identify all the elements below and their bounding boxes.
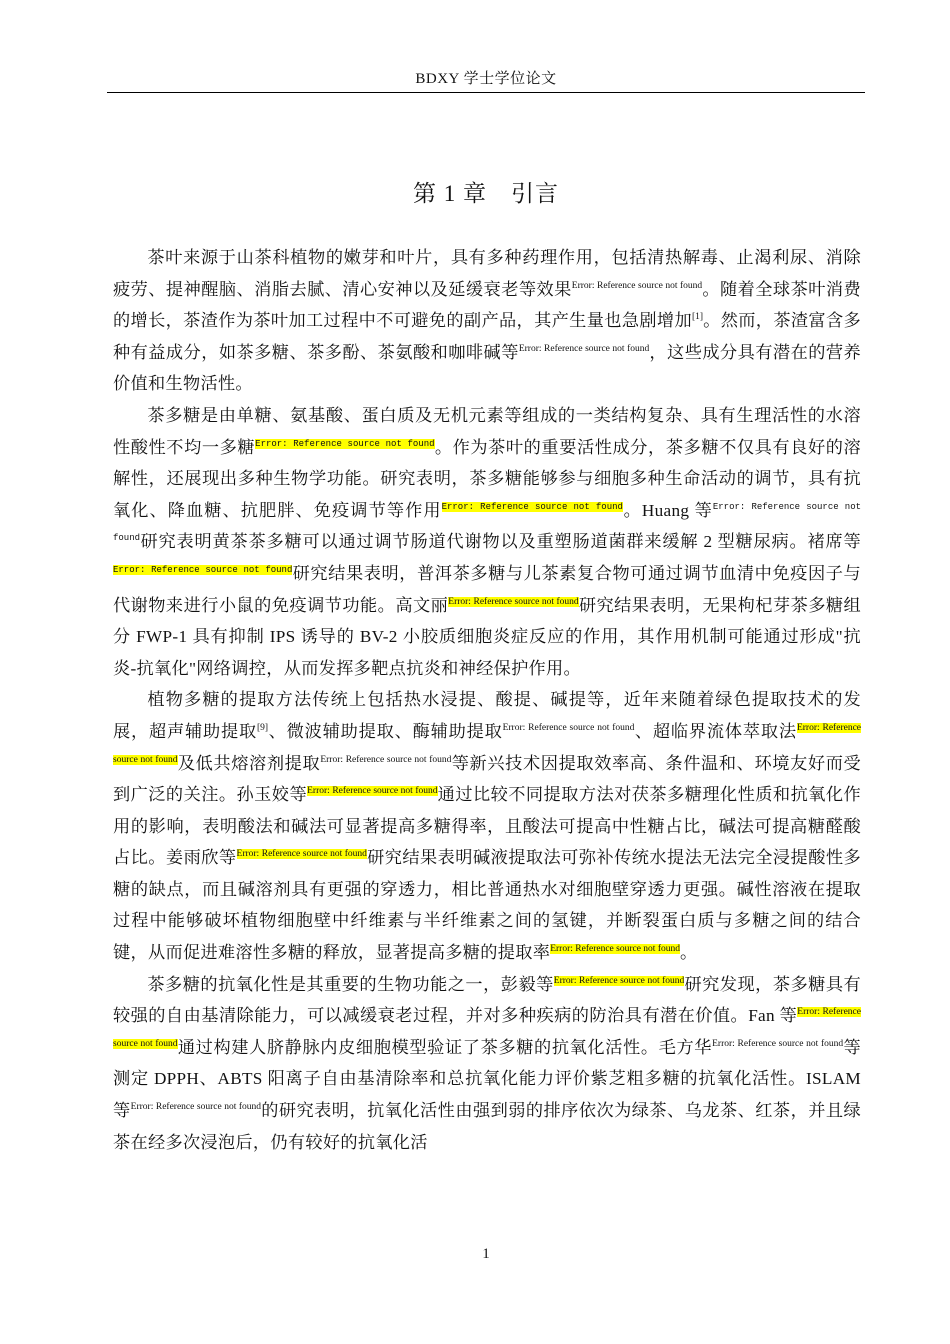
text-run: 茶多糖是由单糖、氨基酸、蛋白质及无机元素等组成的一类结构复杂、具有生理活性的水溶性酸性不均一多糖 [113,405,861,457]
citation-reference: Error: Reference source not found [320,754,452,765]
citation-reference: [9] [257,722,269,733]
header-divider [107,92,865,93]
text-run: 茶多糖的抗氧化性是其重要的生物功能之一，彭毅等 [147,974,554,994]
citation-reference: Error: Reference source not found [448,596,579,607]
citation-reference: Error: Reference source not found [130,1102,262,1113]
text-run: 等测定 DPPH、ABTS 阳离子自由基清除率和总抗氧化能力评价紫芝粗多糖的抗氧化活性。ISLAM 等 [113,1037,861,1121]
text-run: 及低共熔溶剂提取 [177,753,321,773]
citation-reference: Error: Reference source not found [441,501,623,512]
citation-reference: Error: Reference source not found [307,786,438,797]
citation-reference: Error: Reference source not found [712,1038,844,1049]
text-run: 研究结果表明，无果枸杞芽茶多糖组分 FWP-1 具有抑制 IPS 诱导的 BV-2 小胶质细胞炎症反应的作用，其作用机制可能通过形成"抗炎-抗氧化"网络调控，从而发挥多靶点抗炎和神经保护作用。 [113,595,861,678]
text-run: 植物多糖的提取方法传统上包括热水浸提、酸提、碱提等，近年来随着绿色提取技术的发展，超声辅助提取 [113,690,861,741]
paragraph [113,969,861,1159]
text-run: ，这些成分具有潜在的营养价值和生物活性。 [113,342,861,394]
citation-reference: [1] [692,312,704,323]
text-run: 研究表明黄茶茶多糖可以通过调节肠道代谢物以及重塑肠道菌群来缓解 2 型糖尿病。褚席等 [140,532,861,552]
citation-reference: Error: Reference source not found [518,343,650,354]
citation-reference: Error: Reference source not found [502,722,635,733]
text-run: 。作为茶叶的重要活性成分，茶多糖不仅具有良好的溶解性，还展现出多种生物学功能。研究表明，茶多糖能够参与细胞多种生命活动的调节，具有抗氧化、降血糖、抗肥胖、免疫调节等作用 [113,437,862,520]
body-text [113,242,861,1158]
citation-reference: Error: Reference source not found [553,975,685,986]
text-run: 通过构建人脐静脉内皮细胞模型验证了茶多糖的抗氧化活性。毛方华 [177,1037,713,1057]
citation-reference: Error: Reference source not found [550,944,680,955]
text-run: 。Huang 等 [622,500,713,520]
citation-reference: Error: Reference source not found [113,1007,861,1049]
citation-reference: Error: Reference source not found [236,849,367,860]
citation-reference: Error: Reference source not found [113,564,293,575]
text-run: 通过比较不同提取方法对茯茶多糖理化性质和抗氧化作用的影响，表明酸法和碱法可显著提高多糖得率，且酸法可提高中性糖占比，碱法可提高糖醛酸占比。姜雨欣等 [113,785,861,868]
page-header: BDXY 学士学位论文 [415,71,557,87]
text-run: 、微波辅助提取、酶辅助提取 [268,721,503,741]
citation-reference: Error: Reference source not found [113,722,862,765]
paragraph [113,684,861,968]
citation-reference: Error: Reference source not found [571,280,703,291]
text-run: 研究结果表明，普洱茶多糖与儿茶素复合物可通过调节血清中免疫因子与代谢物来进行小鼠的免疫调节功能。高文丽 [113,563,861,615]
text-run: 。然而，茶渣富含多种有益成分，如茶多糖、茶多酚、茶氨酸和咖啡碱等 [113,311,862,362]
text-run: 、超临界流体萃取法 [634,721,797,741]
chapter-title: 第 1 章 引言 [413,181,559,206]
paragraph [113,242,861,400]
paragraph [113,400,861,684]
text-run: 。 [679,943,698,963]
text-run: 茶叶来源于山茶科植物的嫩芽和叶片，具有多种药理作用，包括清热解毒、止渴利尿、消除疲劳、提神醒脑、消脂去腻、清心安神以及延缓衰老等效果 [113,248,861,299]
text-run: 研究发现，茶多糖具有较强的自由基清除能力，可以减缓衰老过程，并对多种疾病的防治具有潜在价值。Fan 等 [113,974,862,1026]
citation-reference: Error: Reference source not found [113,501,862,544]
page-number: 1 [482,1246,490,1262]
text-run: 研究结果表明碱液提取法可弥补传统水提法无法完全浸提酸性多糖的缺点，而且碱溶剂具有更强的穿透力，相比普通热水对细胞壁穿透力更强。碱性溶液在提取过程中能够破坏植物细胞壁中纤维素与半纤维素之间的氢键，并断裂蛋白质与多糖之间的结合键，从而促进难溶性多糖的释放，显著提高多糖的提取率 [113,848,861,963]
citation-reference: Error: Reference source not found [255,438,435,449]
text-run: 的研究表明，抗氧化活性由强到弱的排序依次为绿茶、乌龙茶、红茶，并且绿茶在经多次浸泡后，仍有较好的抗氧化活 [113,1101,861,1152]
text-run: 。随着全球茶叶消费的增长，茶渣作为茶叶加工过程中不可避免的副产品，其产生量也急剧增加 [113,279,861,331]
text-run: 等新兴技术因提取效率高、条件温和、环境友好而受到广泛的关注。孙玉姣等 [113,753,862,805]
